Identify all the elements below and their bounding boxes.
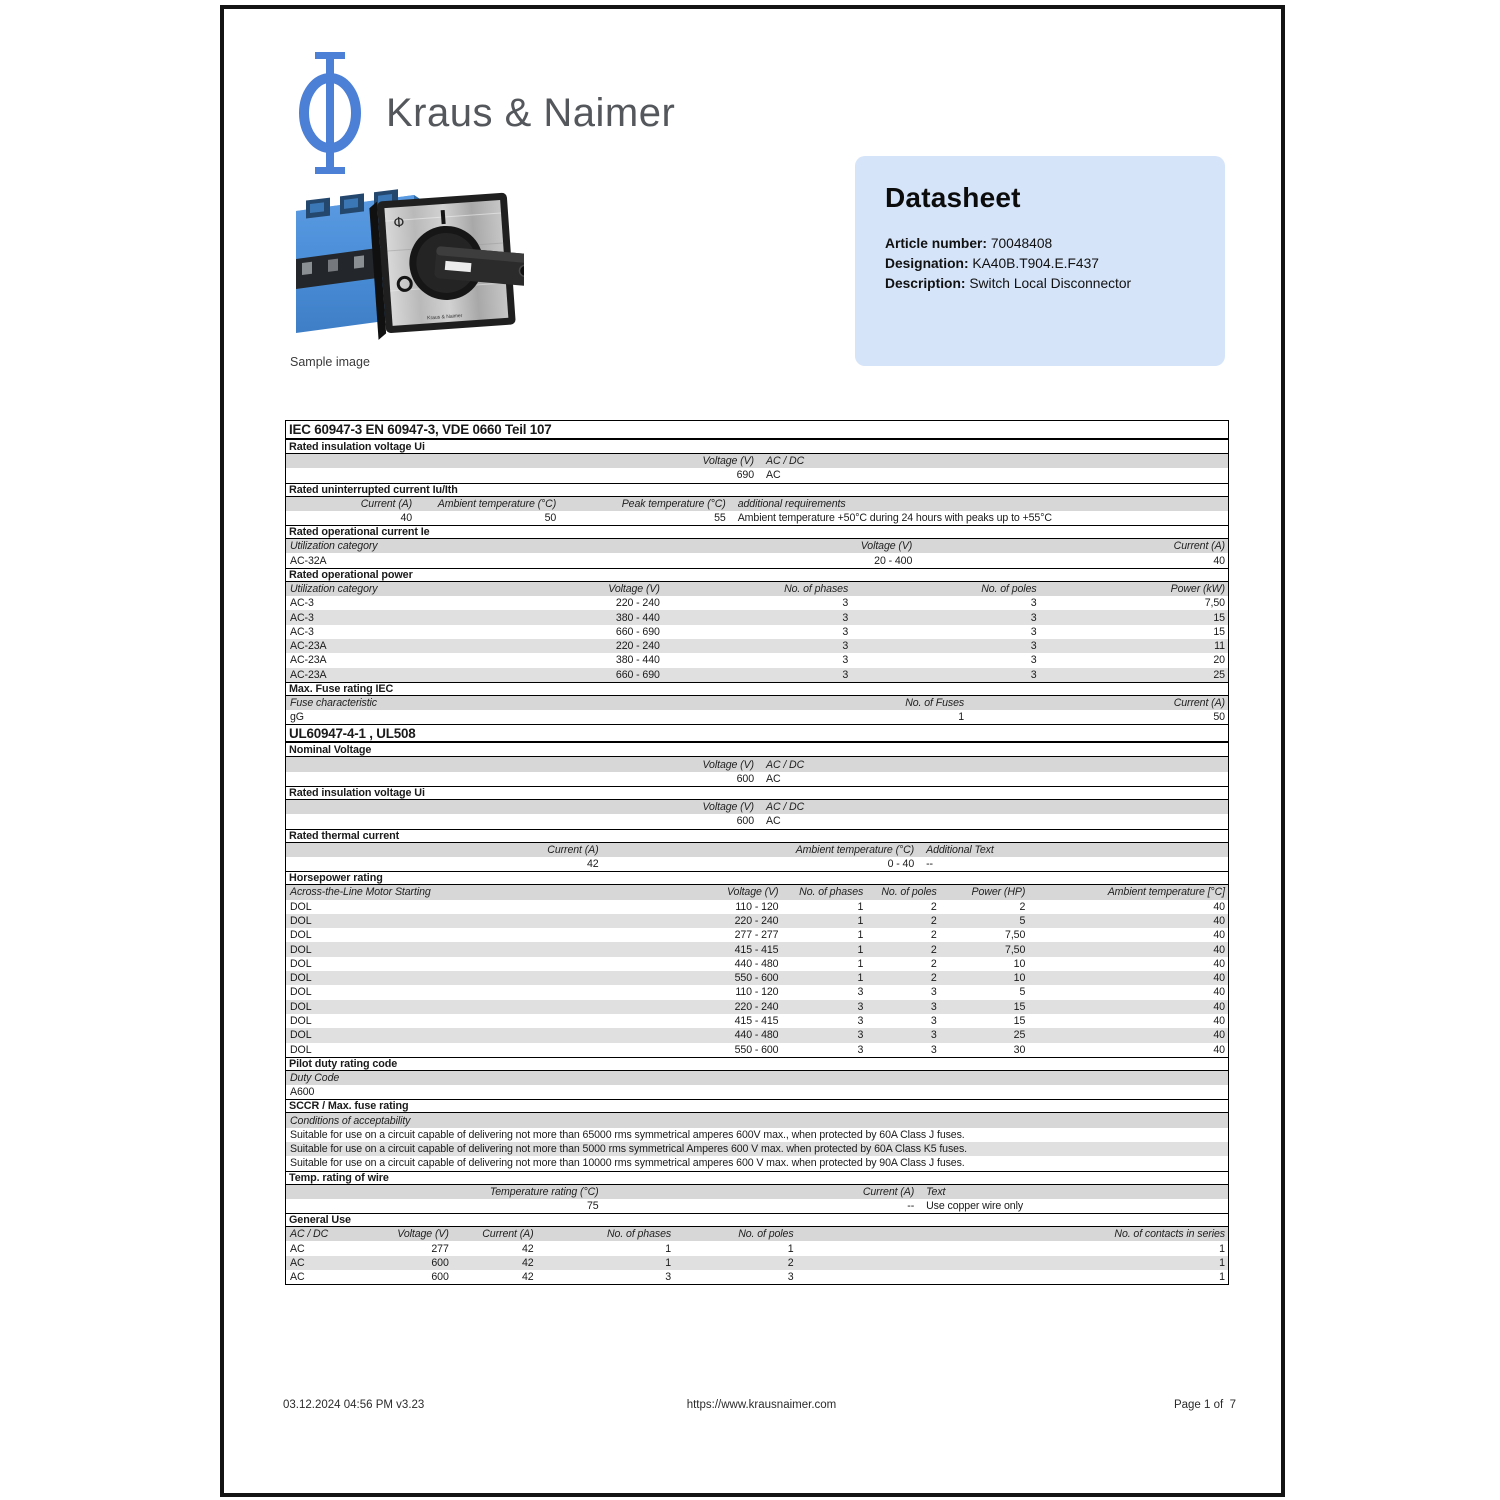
table-cell: 1 — [857, 929, 864, 942]
column-header-cell: No. of poles — [881, 886, 937, 899]
section-label: Temp. rating of wire — [289, 1171, 389, 1184]
table-row — [286, 928, 1228, 942]
column-header-cell: Current (A) — [482, 1228, 534, 1241]
table-cell: 690 — [736, 469, 754, 482]
table-subsection-header — [286, 743, 1228, 757]
table-column-header-row — [286, 885, 1228, 899]
column-header-cell: Additional Text — [926, 843, 994, 856]
table-cell: AC-32A — [290, 554, 327, 567]
table-cell: 40 — [1213, 1043, 1225, 1056]
table-cell: 1 — [1219, 1271, 1225, 1284]
rotary-switch-illustration — [286, 177, 524, 349]
column-header-cell: Ambient temperature (°C) — [437, 497, 557, 510]
table-cell: 1 — [787, 1242, 794, 1255]
table-cell: 2 — [1019, 900, 1026, 913]
table-row — [286, 468, 1228, 482]
table-cell: 660 - 690 — [615, 625, 660, 638]
table-cell: 600 — [736, 815, 754, 828]
table-cell: 40 — [1213, 986, 1225, 999]
column-header-cell: No. of phases — [784, 582, 849, 595]
table-row — [286, 1199, 1228, 1213]
table-cell: 42 — [521, 1271, 534, 1284]
column-header-cell: Voltage (V) — [702, 758, 754, 771]
column-header-cell: Current (A) — [862, 1185, 915, 1198]
table-subsection-header — [286, 568, 1228, 582]
table-cell: 3 — [842, 625, 849, 638]
table-cell: 7,50 — [1005, 929, 1026, 942]
column-header-cell: Current (A) — [1173, 697, 1225, 709]
table-cell: 3 — [857, 1015, 864, 1028]
table-row — [286, 1014, 1228, 1028]
table-subsection-header — [286, 786, 1228, 800]
table-cell: 1 — [857, 914, 864, 927]
table-row — [286, 942, 1228, 956]
table-cell: 0 - 40 — [887, 858, 915, 871]
column-header-cell: Fuse characteristic — [290, 697, 377, 709]
table-cell: 2 — [930, 957, 937, 970]
table-section-title — [286, 724, 1228, 743]
table-cell: 40 — [1213, 900, 1225, 913]
table-cell: 3 — [842, 611, 849, 624]
spec-table — [285, 420, 1229, 1285]
table-column-header-row — [286, 454, 1228, 468]
column-header-cell: No. of contacts in series — [1114, 1228, 1225, 1241]
table-cell: 50 — [1213, 711, 1225, 724]
table-cell: 1 — [665, 1242, 672, 1255]
table-row — [286, 625, 1228, 639]
table-column-header-row — [286, 539, 1228, 553]
brand-logo — [296, 51, 675, 175]
table-cell: 1 — [857, 900, 864, 913]
info-field-designation — [885, 254, 1195, 274]
table-cell: DOL — [290, 943, 312, 956]
column-header-cell: Across-the-Line Motor Starting — [290, 886, 431, 899]
table-cell: Suitable for use on a circuit capable of delivering not more than 5000 rms symmetrical Amperes 600 V max. when protected by 60A Class K5 fuses. — [290, 1143, 967, 1156]
table-cell: 3 — [842, 640, 849, 653]
table-cell: 3 — [1030, 640, 1037, 653]
table-cell: 3 — [787, 1271, 794, 1284]
column-header-cell: Ambient temperature [°C] — [1107, 886, 1225, 899]
table-cell: -- — [907, 1200, 915, 1213]
datasheet-title: Datasheet — [885, 182, 1021, 213]
table-row — [286, 668, 1228, 682]
table-row — [286, 985, 1228, 999]
table-cell: 5 — [1019, 986, 1026, 999]
table-subsection-header — [286, 1171, 1228, 1185]
table-cell: 50 — [544, 512, 557, 525]
product-image — [286, 177, 524, 349]
svg-text:Φ: Φ — [392, 214, 406, 232]
table-row — [286, 957, 1228, 971]
info-field-label: Description: — [885, 276, 966, 291]
column-header-cell: AC / DC — [766, 801, 805, 814]
table-cell: 2 — [930, 972, 937, 985]
table-cell: 55 — [714, 512, 726, 525]
table-cell: 40 — [1213, 914, 1225, 927]
table-row — [286, 1000, 1228, 1014]
table-cell: 600 — [431, 1271, 449, 1284]
table-row — [286, 971, 1228, 985]
table-cell: 3 — [930, 1015, 937, 1028]
table-cell: DOL — [290, 972, 312, 985]
table-row — [286, 710, 1228, 724]
table-cell: 550 - 600 — [734, 972, 779, 985]
table-cell: AC-23A — [290, 640, 327, 653]
table-cell: 415 - 415 — [734, 1015, 779, 1028]
table-cell: 3 — [842, 668, 849, 681]
table-row — [286, 772, 1228, 786]
section-label: Rated operational power — [289, 568, 413, 581]
table-subsection-header — [286, 682, 1228, 696]
brand-name: Kraus & Naimer — [386, 90, 676, 135]
table-cell: AC — [766, 815, 781, 828]
table-column-header-row — [286, 1113, 1228, 1127]
column-header-cell: Voltage (V) — [397, 1228, 449, 1241]
column-header-cell: Current (A) — [547, 843, 599, 856]
section-label: IEC 60947-3 EN 60947-3, VDE 0660 Teil 107 — [289, 422, 552, 437]
table-cell: 2 — [930, 914, 937, 927]
table-section-title — [286, 421, 1228, 440]
table-cell: 75 — [586, 1200, 599, 1213]
section-label: General Use — [289, 1214, 351, 1227]
table-cell: AC-23A — [290, 668, 327, 681]
table-cell: 42 — [521, 1256, 534, 1269]
table-cell: 440 - 480 — [734, 1029, 779, 1042]
column-header-cell: Power (HP) — [971, 886, 1026, 899]
column-header-cell: Power (kW) — [1170, 582, 1225, 595]
table-cell: 2 — [930, 900, 937, 913]
table-cell: 10 — [1013, 957, 1026, 970]
table-cell: 42 — [586, 858, 599, 871]
column-header-cell: No. of poles — [981, 582, 1037, 595]
table-cell: 2 — [930, 943, 937, 956]
table-cell: 10 — [1013, 972, 1026, 985]
column-header-cell: Conditions of acceptability — [290, 1114, 411, 1127]
table-cell: AC-3 — [290, 597, 314, 610]
table-cell: 2 — [787, 1256, 794, 1269]
table-row — [286, 1241, 1228, 1255]
table-cell: AC — [766, 772, 781, 785]
table-cell: 15 — [1213, 625, 1225, 638]
section-label: Horsepower rating — [289, 872, 383, 885]
table-cell: 42 — [521, 1242, 534, 1255]
section-label: Rated insulation voltage Ui — [289, 787, 425, 800]
column-header-cell: Peak temperature (°C) — [621, 497, 726, 510]
footer-datetime: 03.12.2024 04:56 PM v3.23 — [283, 1399, 425, 1411]
table-subsection-header — [286, 1099, 1228, 1113]
section-label: UL60947-4-1 , UL508 — [289, 725, 416, 741]
table-cell: 550 - 600 — [734, 1043, 779, 1056]
table-column-header-row — [286, 1185, 1228, 1199]
table-row — [286, 1085, 1228, 1099]
table-cell: 30 — [1013, 1043, 1026, 1056]
table-cell: 3 — [842, 654, 849, 667]
section-label: Max. Fuse rating IEC — [289, 682, 394, 695]
column-header-cell: Temperature rating (°C) — [489, 1185, 599, 1198]
table-column-header-row — [286, 1227, 1228, 1241]
table-column-header-row — [286, 1071, 1228, 1085]
table-cell: 40 — [1213, 1015, 1225, 1028]
table-cell: 40 — [1213, 929, 1225, 942]
table-column-header-row — [286, 582, 1228, 596]
table-cell: 3 — [857, 1043, 864, 1056]
sample-image-caption: Sample image — [290, 355, 370, 369]
table-cell: 220 - 240 — [734, 1000, 779, 1013]
table-cell: 220 - 240 — [615, 640, 660, 653]
table-row — [286, 1043, 1228, 1057]
column-header-cell: AC / DC — [766, 758, 805, 771]
table-cell: 3 — [857, 1029, 864, 1042]
table-cell: 3 — [930, 1000, 937, 1013]
table-cell: AC-23A — [290, 654, 327, 667]
column-header-cell: Voltage (V) — [608, 582, 660, 595]
column-header-cell: Voltage (V) — [860, 540, 913, 553]
table-cell: 220 - 240 — [615, 597, 660, 610]
table-column-header-row — [286, 696, 1228, 710]
table-cell: 25 — [1013, 1029, 1026, 1042]
column-header-cell: Utilization category — [290, 540, 378, 553]
table-cell: DOL — [290, 929, 312, 942]
phi-logo-icon — [296, 52, 364, 174]
table-cell: 220 - 240 — [734, 914, 779, 927]
table-cell: 3 — [930, 1043, 937, 1056]
table-cell: 415 - 415 — [734, 943, 779, 956]
table-cell: 3 — [930, 1029, 937, 1042]
table-cell: 40 — [1213, 554, 1225, 567]
table-cell: 380 - 440 — [615, 654, 660, 667]
table-cell: 1 — [857, 957, 864, 970]
table-cell: 3 — [857, 986, 864, 999]
column-header-cell: AC / DC — [766, 455, 805, 468]
column-header-cell: Current (A) — [360, 497, 413, 510]
column-header-cell: Voltage (V) — [702, 455, 754, 468]
table-subsection-header — [286, 829, 1228, 843]
table-cell: gG — [290, 711, 304, 724]
info-field-description — [885, 274, 1195, 294]
footer — [224, 1399, 1281, 1415]
table-cell: 1 — [1219, 1256, 1225, 1269]
column-header-cell: additional requirements — [737, 497, 846, 510]
table-cell: DOL — [290, 1015, 312, 1028]
column-header-cell: No. of poles — [738, 1228, 794, 1241]
table-cell: AC-3 — [290, 625, 314, 638]
table-cell: 600 — [736, 772, 754, 785]
table-cell: 3 — [1030, 668, 1037, 681]
table-cell: 15 — [1013, 1000, 1026, 1013]
table-cell: Suitable for use on a circuit capable of delivering not more than 65000 rms symmetrical amperes 600V max., when protected by 60A Class J fuses. — [290, 1128, 965, 1141]
column-header-cell: No. of phases — [607, 1228, 672, 1241]
table-cell: 2 — [930, 929, 937, 942]
table-cell: -- — [926, 858, 933, 871]
table-cell: 440 - 480 — [734, 957, 779, 970]
section-label: Rated operational current Ie — [289, 526, 430, 539]
table-subsection-header — [286, 871, 1228, 885]
table-cell: 3 — [1030, 625, 1037, 638]
table-subsection-header — [286, 1213, 1228, 1227]
table-cell: 3 — [1030, 611, 1037, 624]
column-header-cell: No. of phases — [799, 886, 864, 899]
table-cell: Suitable for use on a circuit capable of delivering not more than 10000 rms symmetrical amperes 600 V max. when protected by 90A Class J fuses. — [290, 1157, 965, 1170]
info-field-value: KA40B.T904.E.F437 — [972, 256, 1099, 271]
table-cell: DOL — [290, 900, 312, 913]
table-cell: DOL — [290, 1043, 312, 1056]
table-cell: DOL — [290, 914, 312, 927]
table-cell: 3 — [1030, 597, 1037, 610]
table-row — [286, 1128, 1228, 1142]
table-row — [286, 814, 1228, 828]
table-cell: 15 — [1213, 611, 1225, 624]
section-label: SCCR / Max. fuse rating — [289, 1100, 409, 1113]
table-cell: 3 — [930, 986, 937, 999]
table-cell: 1 — [1219, 1242, 1225, 1255]
datasheet-page — [220, 5, 1285, 1497]
table-subsection-header — [286, 1057, 1228, 1071]
table-row — [286, 1256, 1228, 1270]
table-cell: 3 — [665, 1271, 672, 1284]
section-label: Rated insulation voltage Ui — [289, 440, 425, 453]
table-cell: 25 — [1213, 668, 1225, 681]
datasheet-info-card — [855, 156, 1225, 366]
table-cell: 1 — [857, 972, 864, 985]
table-cell: AC — [290, 1256, 305, 1269]
column-header-cell: AC / DC — [290, 1228, 329, 1241]
info-field-article-number — [885, 234, 1195, 254]
column-header-cell: Ambient temperature (°C) — [795, 843, 915, 856]
table-cell: AC — [290, 1242, 305, 1255]
table-row — [286, 553, 1228, 567]
column-header-cell: Voltage (V) — [702, 801, 754, 814]
table-cell: 110 - 120 — [735, 900, 779, 913]
footer-page-number: Page 1 of 7 — [1173, 1399, 1236, 1411]
table-cell: DOL — [290, 1029, 312, 1042]
table-cell: A600 — [290, 1086, 315, 1099]
table-cell: 3 — [1030, 654, 1037, 667]
table-cell: 380 - 440 — [615, 611, 660, 624]
table-column-header-row — [286, 843, 1228, 857]
section-label: Nominal Voltage — [289, 743, 372, 756]
column-header-cell: Duty Code — [290, 1071, 340, 1084]
column-header-cell: Current (A) — [1173, 540, 1225, 553]
table-row — [286, 1142, 1228, 1156]
table-cell: 1 — [665, 1256, 672, 1269]
info-field-label: Article number: — [885, 236, 987, 251]
table-cell: 40 — [1213, 957, 1225, 970]
table-cell: 1 — [958, 711, 965, 724]
table-cell: 40 — [1213, 972, 1225, 985]
table-subsection-header — [286, 483, 1228, 497]
table-subsection-header — [286, 440, 1228, 454]
table-row — [286, 1156, 1228, 1170]
table-cell: 277 — [431, 1242, 449, 1255]
column-header-cell: Text — [926, 1185, 946, 1198]
table-cell: 3 — [842, 597, 849, 610]
table-row — [286, 1270, 1228, 1284]
table-cell: DOL — [290, 986, 312, 999]
table-cell: 40 — [1213, 1029, 1225, 1042]
table-cell: 600 — [431, 1256, 449, 1269]
table-cell: 3 — [857, 1000, 864, 1013]
table-row — [286, 639, 1228, 653]
table-column-header-row — [286, 757, 1228, 771]
info-field-value: 70048408 — [990, 236, 1053, 251]
table-row — [286, 511, 1228, 525]
table-cell: Use copper wire only — [926, 1200, 1024, 1213]
table-row — [286, 914, 1228, 928]
column-header-cell: No. of Fuses — [905, 697, 965, 709]
table-cell: 1 — [857, 943, 864, 956]
table-cell: 277 - 277 — [734, 929, 779, 942]
table-cell: 660 - 690 — [615, 668, 660, 681]
table-cell: DOL — [290, 957, 312, 970]
switch-front-plate — [369, 190, 524, 340]
table-subsection-header — [286, 525, 1228, 539]
table-cell: 15 — [1013, 1015, 1026, 1028]
column-header-cell: Voltage (V) — [726, 886, 779, 899]
footer-url[interactable]: https://www.krausnaimer.com — [686, 1399, 837, 1411]
table-cell: 40 — [1213, 1000, 1225, 1013]
table-cell: 40 — [1213, 943, 1225, 956]
table-cell: 11 — [1214, 640, 1225, 653]
table-row — [286, 857, 1228, 871]
table-cell: Ambient temperature +50°C during 24 hours with peaks up to +55°C — [737, 512, 1052, 525]
svg-text:Kraus & Naimer: Kraus & Naimer — [426, 312, 463, 322]
table-cell: AC — [290, 1271, 305, 1284]
table-cell: 20 - 400 — [874, 554, 913, 567]
table-column-header-row — [286, 800, 1228, 814]
table-cell: DOL — [290, 1000, 312, 1013]
section-label: Pilot duty rating code — [289, 1057, 398, 1070]
table-cell: 5 — [1019, 914, 1026, 927]
table-cell: 7,50 — [1005, 943, 1026, 956]
table-cell: 110 - 120 — [735, 986, 779, 999]
table-row — [286, 1028, 1228, 1042]
info-field-label: Designation: — [885, 256, 969, 271]
section-label: Rated thermal current — [289, 829, 400, 842]
table-row — [286, 653, 1228, 667]
column-header-cell: Utilization category — [290, 582, 378, 595]
table-cell: 7,50 — [1204, 597, 1225, 610]
table-cell: AC-3 — [290, 611, 314, 624]
table-cell: 40 — [400, 512, 413, 525]
table-row — [286, 596, 1228, 610]
table-cell: AC — [766, 469, 781, 482]
info-field-value: Switch Local Disconnector — [969, 276, 1132, 291]
section-label: Rated uninterrupted current Iu/Ith — [289, 483, 458, 496]
table-cell: 20 — [1213, 654, 1225, 667]
table-column-header-row — [286, 497, 1228, 511]
table-row — [286, 610, 1228, 624]
table-row — [286, 900, 1228, 914]
